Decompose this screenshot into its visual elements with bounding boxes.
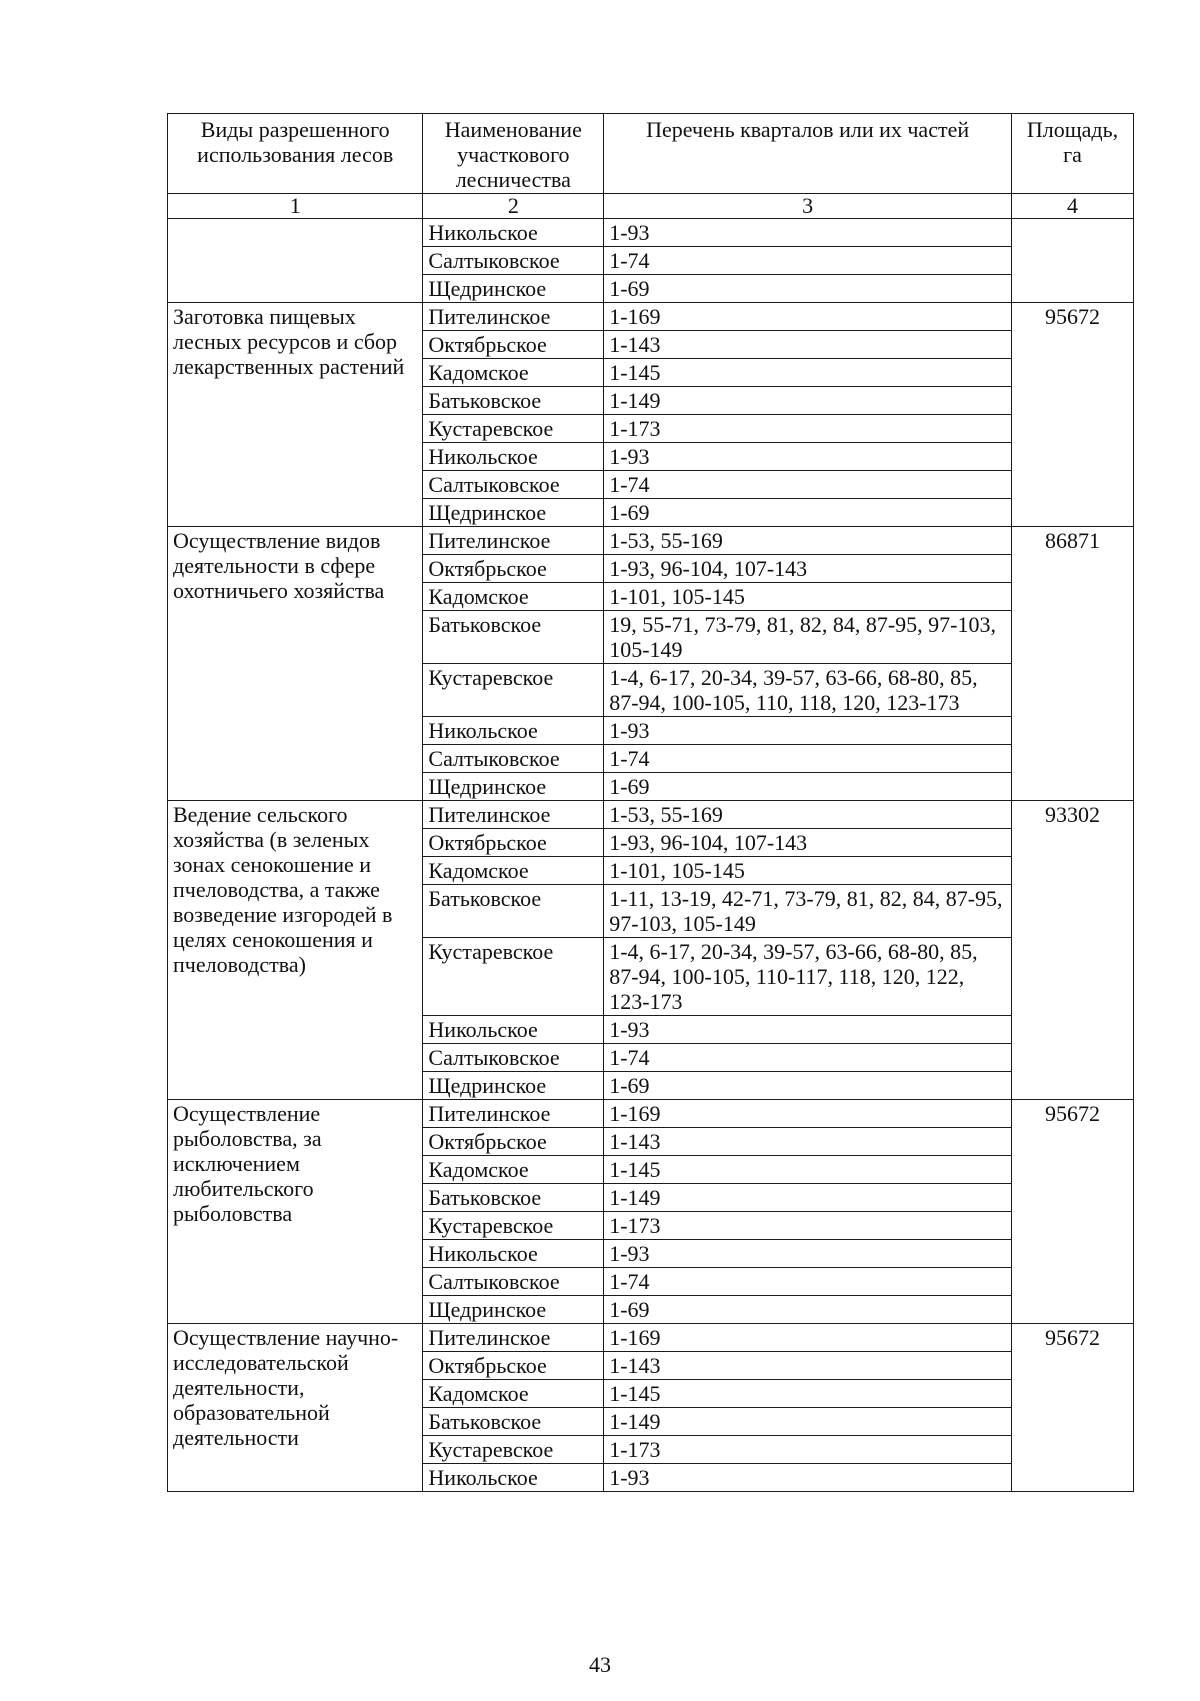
quarters-cell: 1-93, 96-104, 107-143 (604, 555, 1012, 583)
district-cell: Пителинское (423, 527, 604, 555)
area-cell (1012, 219, 1134, 303)
table-row (168, 801, 1134, 829)
table-row (168, 1324, 1134, 1352)
quarters-cell: 1-53, 55-169 (604, 801, 1012, 829)
district-cell: Кустаревское (423, 1212, 604, 1240)
area-cell: 95672 (1012, 303, 1134, 527)
district-cell: Октябрьское (423, 555, 604, 583)
quarters-cell: 1-93 (604, 717, 1012, 745)
header-district: Наименование участкового лесничества (423, 114, 604, 194)
page-number: 43 (589, 1652, 611, 1677)
quarters-cell: 1-145 (604, 1156, 1012, 1184)
district-cell: Кадомское (423, 583, 604, 611)
quarters-cell: 1-93 (604, 1016, 1012, 1044)
area-cell: 93302 (1012, 801, 1134, 1100)
table-row (168, 527, 1134, 555)
table-body (168, 219, 1134, 1492)
district-cell: Батьковское (423, 1408, 604, 1436)
area-cell: 86871 (1012, 527, 1134, 801)
use-type-cell: Осуществление рыболовства, за исключением любительского рыболовства (168, 1100, 423, 1324)
table-row (168, 303, 1134, 331)
quarters-cell: 1-143 (604, 1128, 1012, 1156)
district-cell: Кустаревское (423, 1436, 604, 1464)
district-cell: Кадомское (423, 1380, 604, 1408)
district-cell: Кадомское (423, 857, 604, 885)
use-type-cell: Осуществление видов деятельности в сфере охотничьего хозяйства (168, 527, 423, 801)
use-type-cell: Осуществление научно-исследовательской деятельности, образовательной деятельности (168, 1324, 423, 1492)
quarters-cell: 1-4, 6-17, 20-34, 39-57, 63-66, 68-80, 85, 87-94, 100-105, 110-117, 118, 120, 122, 123-173 (604, 938, 1012, 1016)
quarters-cell: 1-93 (604, 1464, 1012, 1492)
district-cell: Батьковское (423, 885, 604, 938)
district-cell: Батьковское (423, 611, 604, 664)
area-cell: 95672 (1012, 1100, 1134, 1324)
column-number: 1 (168, 194, 423, 219)
district-cell: Пителинское (423, 303, 604, 331)
district-cell: Пителинское (423, 801, 604, 829)
district-cell: Щедринское (423, 1296, 604, 1324)
column-number: 3 (604, 194, 1012, 219)
table-row (168, 1100, 1134, 1128)
district-cell: Пителинское (423, 1100, 604, 1128)
quarters-cell: 1-74 (604, 1044, 1012, 1072)
forest-use-table (167, 113, 1134, 1492)
district-cell: Никольское (423, 1016, 604, 1044)
header-quarters: Перечень кварталов или их частей (604, 114, 1012, 194)
district-cell: Кадомское (423, 1156, 604, 1184)
quarters-cell: 1-93 (604, 1240, 1012, 1268)
header-area: Площадь, га (1012, 114, 1134, 194)
district-cell: Никольское (423, 219, 604, 247)
district-cell: Кустаревское (423, 415, 604, 443)
quarters-cell: 1-173 (604, 415, 1012, 443)
quarters-cell: 1-169 (604, 303, 1012, 331)
table-row (168, 219, 1134, 247)
quarters-cell: 1-143 (604, 331, 1012, 359)
quarters-cell: 1-69 (604, 275, 1012, 303)
district-cell: Никольское (423, 443, 604, 471)
quarters-cell: 1-93, 96-104, 107-143 (604, 829, 1012, 857)
column-number: 2 (423, 194, 604, 219)
quarters-cell: 1-69 (604, 499, 1012, 527)
quarters-cell: 1-169 (604, 1100, 1012, 1128)
district-cell: Октябрьское (423, 1352, 604, 1380)
quarters-cell: 1-69 (604, 1296, 1012, 1324)
quarters-cell: 19, 55-71, 73-79, 81, 82, 84, 87-95, 97-103, 105-149 (604, 611, 1012, 664)
district-cell: Кустаревское (423, 938, 604, 1016)
district-cell: Салтыковское (423, 247, 604, 275)
district-cell: Октябрьское (423, 829, 604, 857)
area-cell: 95672 (1012, 1324, 1134, 1492)
district-cell: Октябрьское (423, 331, 604, 359)
district-cell: Кадомское (423, 359, 604, 387)
quarters-cell: 1-4, 6-17, 20-34, 39-57, 63-66, 68-80, 85, 87-94, 100-105, 110, 118, 120, 123-173 (604, 664, 1012, 717)
quarters-cell: 1-143 (604, 1352, 1012, 1380)
quarters-cell: 1-74 (604, 745, 1012, 773)
quarters-cell: 1-149 (604, 1184, 1012, 1212)
column-number-row (168, 194, 1134, 219)
quarters-cell: 1-101, 105-145 (604, 583, 1012, 611)
district-cell: Салтыковское (423, 1268, 604, 1296)
district-cell: Кустаревское (423, 664, 604, 717)
quarters-cell: 1-69 (604, 1072, 1012, 1100)
quarters-cell: 1-53, 55-169 (604, 527, 1012, 555)
district-cell: Щедринское (423, 499, 604, 527)
quarters-cell: 1-101, 105-145 (604, 857, 1012, 885)
district-cell: Щедринское (423, 773, 604, 801)
district-cell: Никольское (423, 1464, 604, 1492)
quarters-cell: 1-93 (604, 443, 1012, 471)
quarters-cell: 1-149 (604, 1408, 1012, 1436)
district-cell: Салтыковское (423, 471, 604, 499)
quarters-cell: 1-74 (604, 471, 1012, 499)
district-cell: Салтыковское (423, 1044, 604, 1072)
use-type-cell: Заготовка пищевых лесных ресурсов и сбор лекарственных растений (168, 303, 423, 527)
quarters-cell: 1-74 (604, 1268, 1012, 1296)
quarters-cell: 1-145 (604, 1380, 1012, 1408)
district-cell: Щедринское (423, 1072, 604, 1100)
district-cell: Салтыковское (423, 745, 604, 773)
header-use-type: Виды разрешенного использования лесов (168, 114, 423, 194)
district-cell: Батьковское (423, 387, 604, 415)
district-cell: Пителинское (423, 1324, 604, 1352)
quarters-cell: 1-69 (604, 773, 1012, 801)
district-cell: Никольское (423, 717, 604, 745)
quarters-cell: 1-173 (604, 1212, 1012, 1240)
column-number: 4 (1012, 194, 1134, 219)
quarters-cell: 1-173 (604, 1436, 1012, 1464)
quarters-cell: 1-145 (604, 359, 1012, 387)
use-type-cell (168, 219, 423, 303)
district-cell: Батьковское (423, 1184, 604, 1212)
header-row (168, 114, 1134, 194)
quarters-cell: 1-11, 13-19, 42-71, 73-79, 81, 82, 84, 87-95, 97-103, 105-149 (604, 885, 1012, 938)
quarters-cell: 1-149 (604, 387, 1012, 415)
quarters-cell: 1-93 (604, 219, 1012, 247)
quarters-cell: 1-169 (604, 1324, 1012, 1352)
district-cell: Никольское (423, 1240, 604, 1268)
district-cell: Щедринское (423, 275, 604, 303)
district-cell: Октябрьское (423, 1128, 604, 1156)
quarters-cell: 1-74 (604, 247, 1012, 275)
use-type-cell: Ведение сельского хозяйства (в зеленых зонах сенокошение и пчеловодства, а также возведение изгородей в целях сенокошения и пчеловодства) (168, 801, 423, 1100)
